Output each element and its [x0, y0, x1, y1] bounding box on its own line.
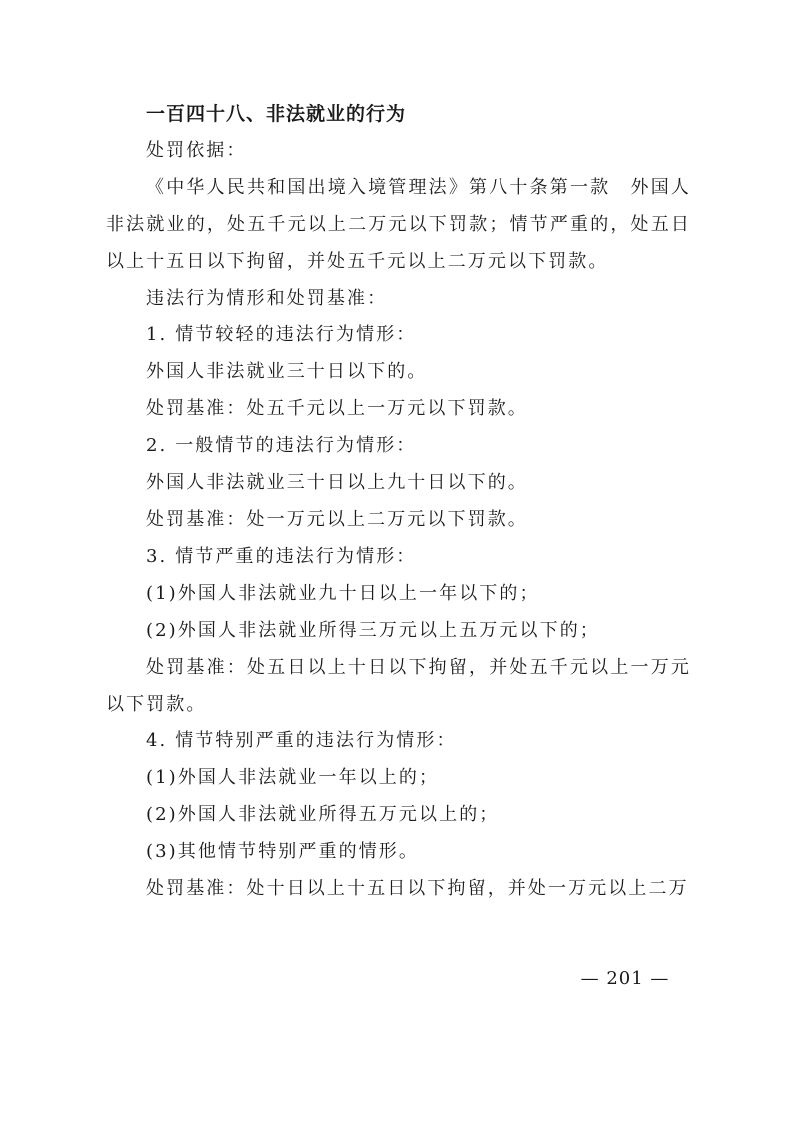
- paragraph-general-penalty: 处罚基准：处一万元以上二万元以下罚款。: [146, 508, 528, 530]
- paragraph-very-serious-case-1: (1)外国人非法就业一年以上的；: [146, 767, 440, 789]
- paragraph-minor-case: 外国人非法就业三十日以下的。: [146, 361, 428, 383]
- paragraph-law-article: 《中华人民共和国出境入境管理法》第八十条第一款 外国人非法就业的，处五千元以上二万元以下罚款；情节严重的，处五日以上十五日以下拘留，并处五千元以上二万元以下罚款。: [106, 176, 691, 272]
- paragraph-serious-case-2: (2)外国人非法就业所得三万元以上五万元以下的；: [146, 619, 600, 641]
- document-body: [106, 96, 691, 908]
- paragraph-serious-penalty: 处罚基准：处五日以上十日以下拘留，并处五千元以上一万元以下罚款。: [106, 656, 691, 715]
- paragraph-minor-heading: 1. 情节较轻的违法行为情形：: [146, 324, 417, 346]
- paragraph-general-heading: 2. 一般情节的违法行为情形：: [146, 435, 417, 457]
- paragraph-basis-label: 处罚依据：: [146, 139, 247, 161]
- paragraph-very-serious-heading: 4. 情节特别严重的违法行为情形：: [146, 730, 457, 752]
- paragraph-serious-case-1: (1)外国人非法就业九十日以上一年以下的；: [146, 582, 540, 604]
- paragraph-very-serious-penalty: 处罚基准：处十日以上十五日以下拘留，并处一万元以上二万: [146, 878, 689, 900]
- paragraph-minor-penalty: 处罚基准：处五千元以上一万元以下罚款。: [146, 398, 528, 420]
- paragraph-criteria-label: 违法行为情形和处罚基准：: [146, 287, 388, 309]
- section-heading: 一百四十八、非法就业的行为: [146, 103, 407, 125]
- paragraph-very-serious-case-3: (3)其他情节特别严重的情形。: [146, 841, 419, 863]
- paragraph-very-serious-case-2: (2)外国人非法就业所得五万元以上的；: [146, 804, 500, 826]
- page-number: — 201 —: [580, 968, 670, 989]
- paragraph-serious-heading: 3. 情节严重的违法行为情形：: [146, 545, 417, 567]
- paragraph-general-case: 外国人非法就业三十日以上九十日以下的。: [146, 472, 528, 494]
